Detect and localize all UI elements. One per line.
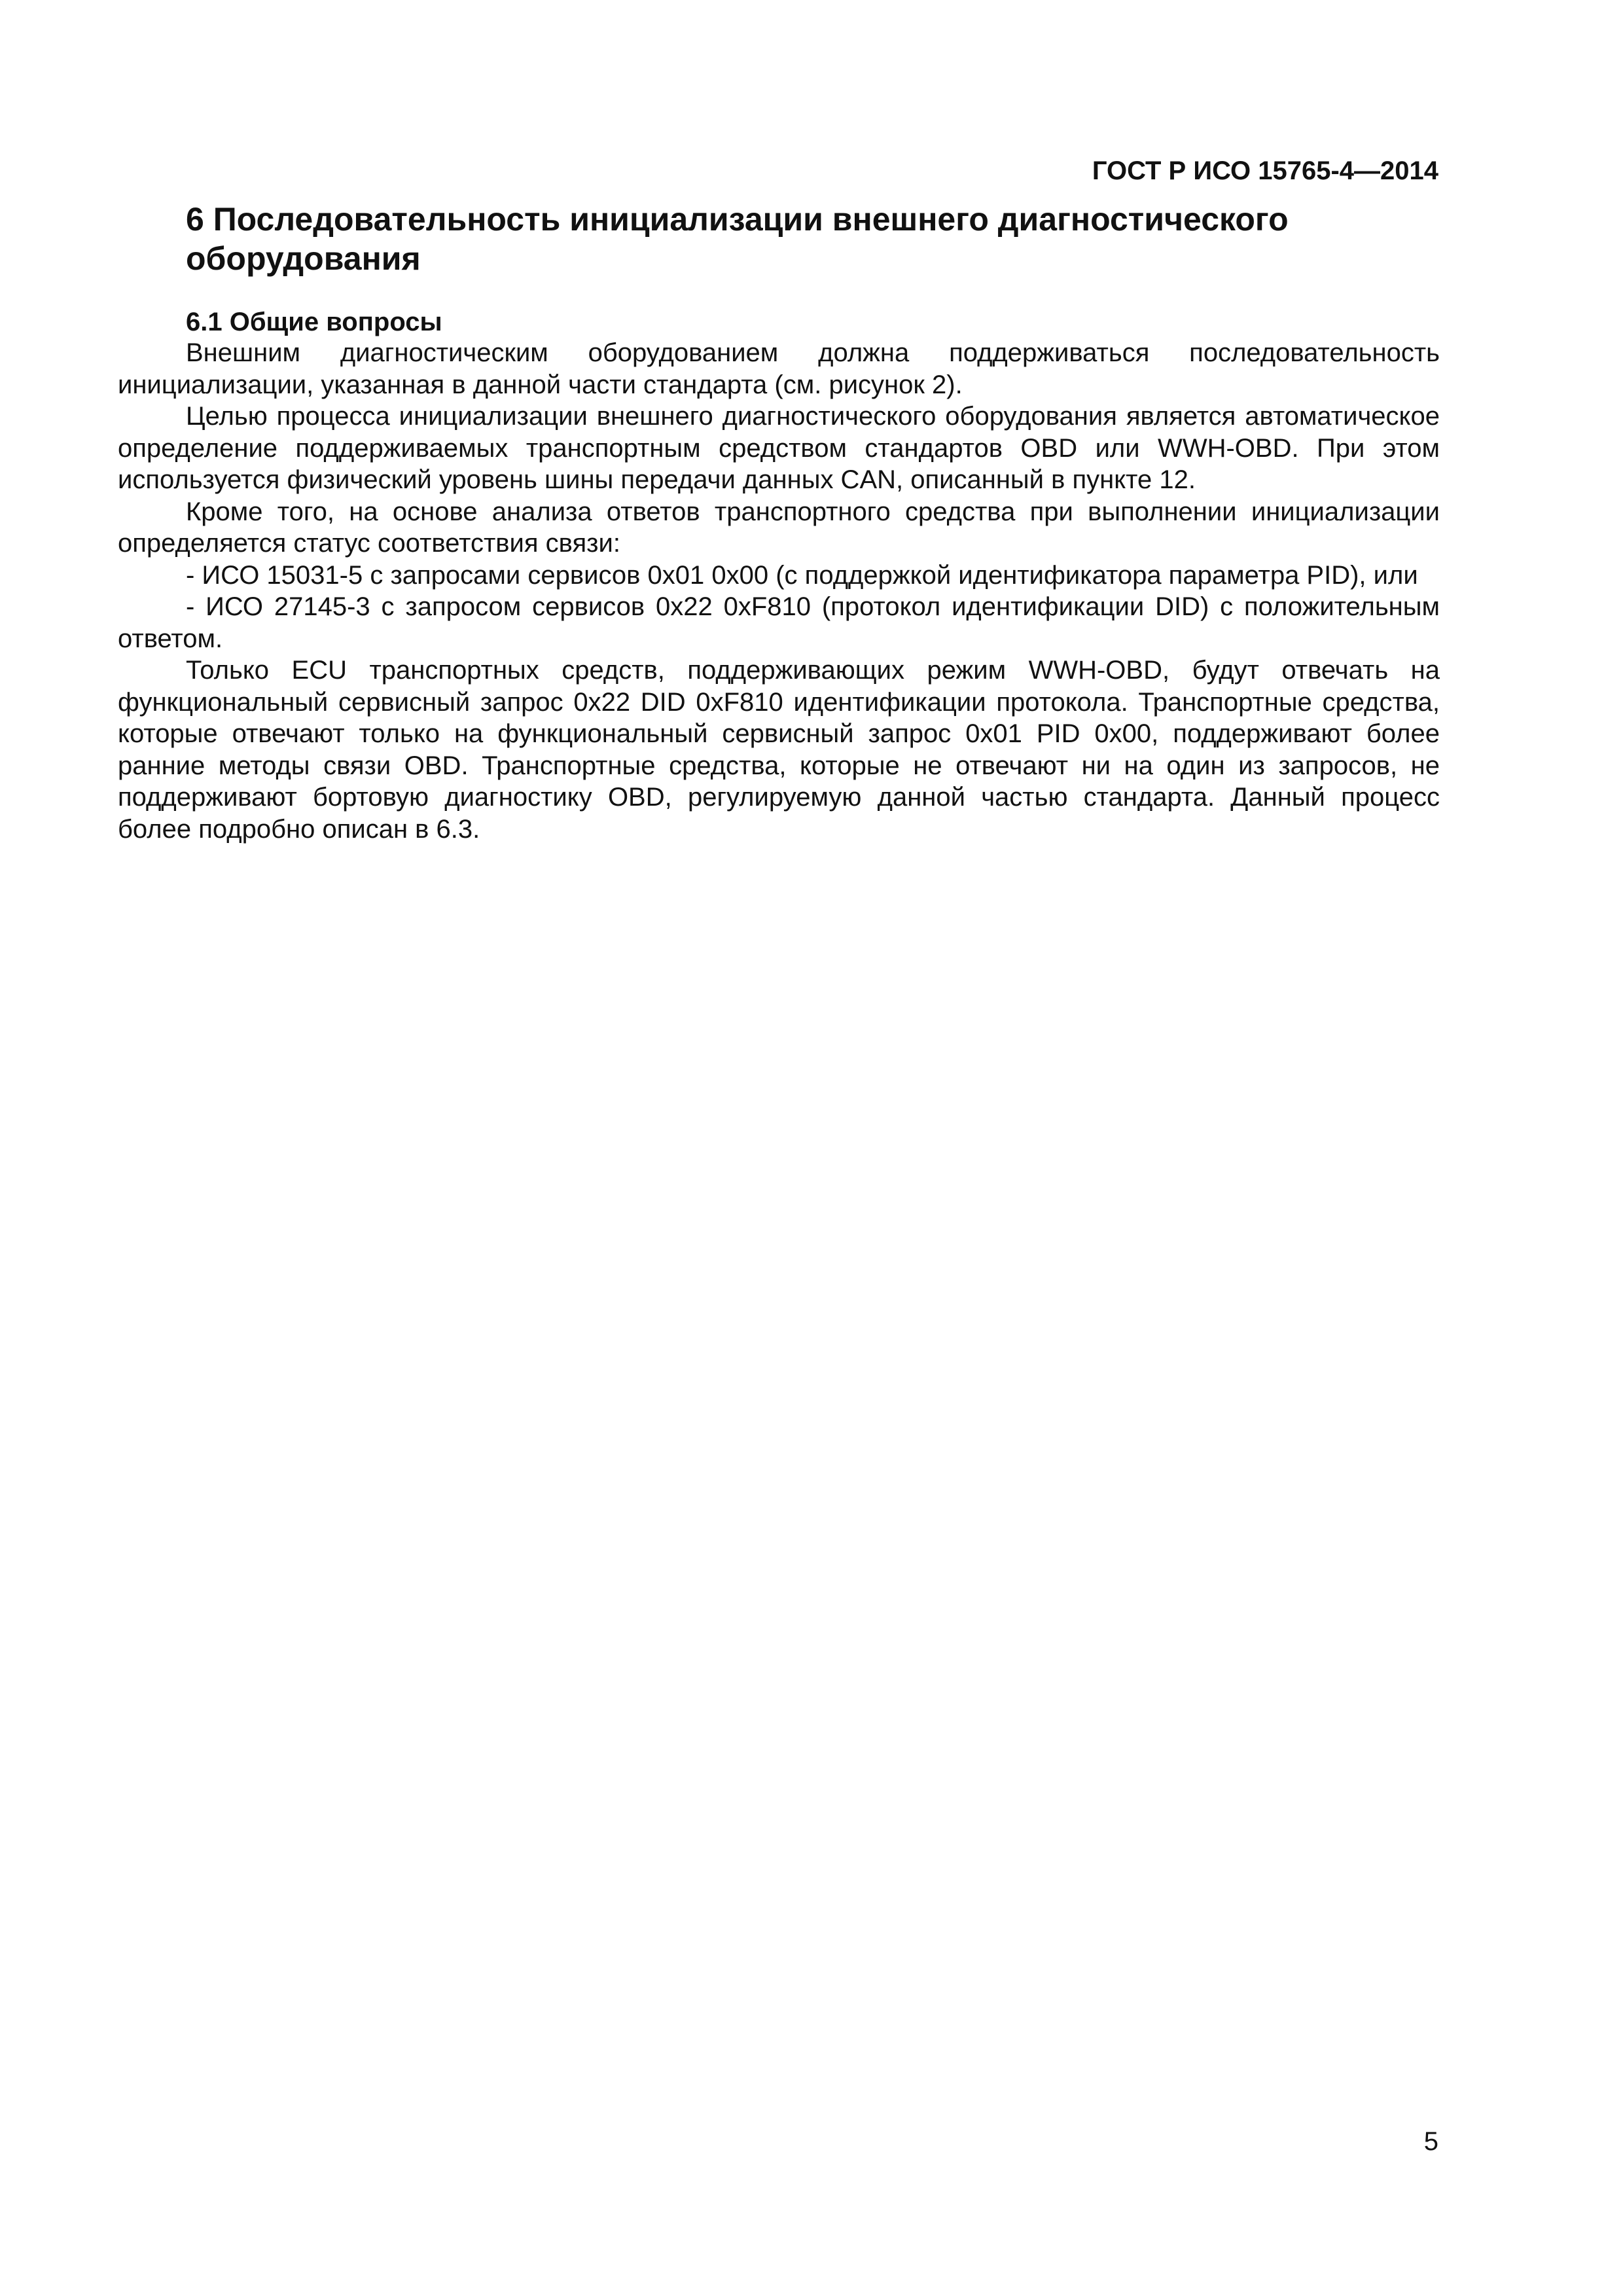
paragraph: Целью процесса инициализации внешнего диагностического оборудования является автоматическое определение поддерживаемых транспортным средством стандартов OBD или WWH-OBD. При этом используется физический уровень шины передачи данных CAN, описанный в пункте 12. bbox=[118, 402, 1440, 494]
page-number: 5 bbox=[1423, 2127, 1438, 2156]
list-item: - ИСО 15031-5 с запросами сервисов 0x01 0x00 (с поддержкой идентификатора параметра PID), или bbox=[186, 560, 1418, 590]
body-text bbox=[118, 337, 1440, 845]
subsection-title: 6.1 Общие вопросы bbox=[186, 308, 442, 336]
paragraph: Внешним диагностическим оборудованием должна поддерживаться последовательность инициализации, указанная в данной части стандарта (см. рисунок 2). bbox=[118, 338, 1440, 399]
document-code: ГОСТ Р ИСО 15765-4—2014 bbox=[1092, 156, 1438, 185]
paragraph: Кроме того, на основе анализа ответов транспортного средства при выполнении инициализации определяется статус соответствия связи: bbox=[118, 497, 1440, 558]
section-title: 6 Последовательность инициализации внешнего диагностического оборудования bbox=[186, 201, 1289, 277]
list-item: - ИСО 27145-3 с запросом сервисов 0x22 0xF810 (протокол идентификации DID) с положительным ответом. bbox=[118, 592, 1440, 653]
paragraph: Только ECU транспортных средств, поддерживающих режим WWH-OBD, будут отвечать на функциональный сервисный запрос 0x22 DID 0xF810 идентификации протокола. Транспортные средства, которые отвечают только на функциональный сервисный запрос 0x01 PID 0x00, поддерживают более ранние методы связи OBD. Транспортные средства, которые не отвечают ни на один из запросов, не поддерживают бортовую диагностику OBD, регулируемую данной частью стандарта. Данный процесс более подробно описан в 6.3. bbox=[118, 656, 1440, 844]
